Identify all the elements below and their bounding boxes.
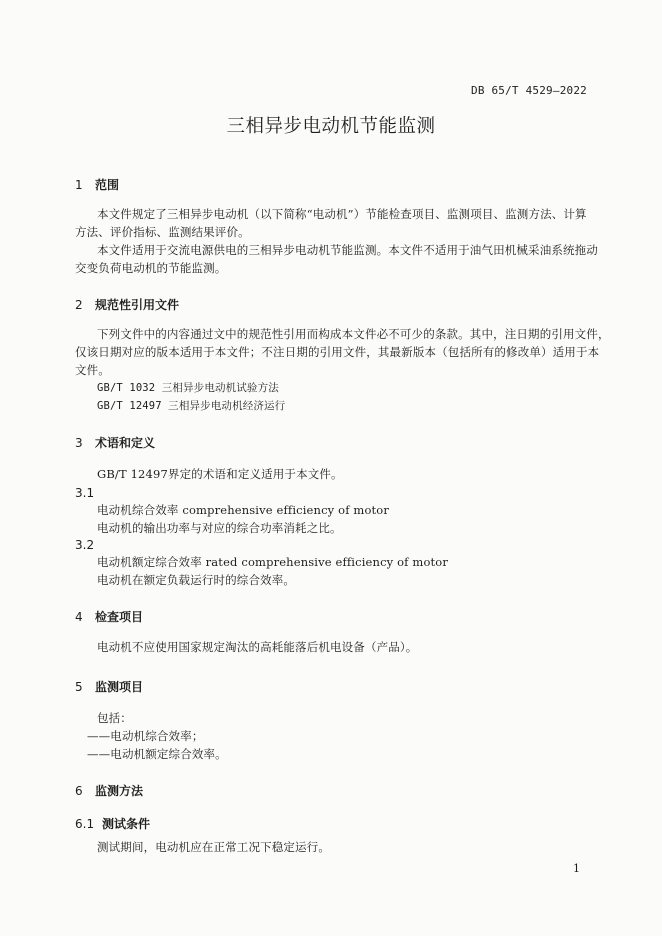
section-1-heading (75, 176, 119, 193)
term-definition: 电动机的输出功率与对应的综合功率消耗之比。 (97, 521, 342, 535)
section-number: 3 (75, 436, 83, 450)
subsection-title: 测试条件 (102, 817, 151, 831)
term-number: 3.1 (75, 486, 95, 500)
paragraph-line: 测试期间，电动机应在正常工况下稳定运行。 (97, 840, 330, 854)
normative-reference: GB/T 1032 三相异步电动机试验方法 (97, 382, 279, 394)
section-5-heading (75, 678, 143, 695)
section-4-heading (75, 608, 143, 625)
list-item: ——电动机综合效率； (87, 729, 204, 743)
page-number: 1 (573, 862, 580, 875)
term-entry: 电动机额定综合效率 rated comprehensive efficiency of motor (97, 555, 449, 569)
section-number: 1 (75, 178, 83, 192)
section-title: 监测方法 (95, 784, 144, 798)
subsection-number: 6.1 (75, 817, 95, 831)
paragraph-line: 方法、评价指标、监测结果评价。 (75, 225, 250, 239)
paragraph-line: 文件。 (75, 363, 110, 377)
term-entry: 电动机综合效率 comprehensive efficiency of motor (97, 503, 390, 517)
section-6-heading (75, 782, 143, 799)
section-title: 监测项目 (95, 680, 144, 694)
section-number: 4 (75, 610, 83, 624)
paragraph-line: 交变负荷电动机的节能监测。 (75, 261, 227, 275)
section-title: 范围 (95, 178, 120, 192)
section-number: 2 (75, 298, 83, 312)
term-definition: 电动机在额定负载运行时的综合效率。 (97, 573, 296, 587)
section-number: 5 (75, 680, 83, 694)
paragraph-line: 本文件规定了三相异步电动机（以下简称“电动机”）节能检查项目、监测项目、监测方法、计算 (97, 207, 587, 221)
standard-number: DB 65/T 4529—2022 (471, 84, 587, 97)
paragraph-line: 仅该日期对应的版本适用于本文件；不注日期的引用文件，其最新版本（包括所有的修改单）适用于本 (75, 345, 600, 359)
normative-reference: GB/T 12497 三相异步电动机经济运行 (97, 400, 286, 412)
section-title: 术语和定义 (95, 436, 156, 450)
list-item: ——电动机额定综合效率。 (87, 747, 227, 761)
paragraph-line: GB/T 12497界定的术语和定义适用于本文件。 (97, 467, 343, 481)
paragraph-line: 包括： (97, 711, 132, 725)
section-number: 6 (75, 784, 83, 798)
term-number: 3.2 (75, 538, 95, 552)
paragraph-line: 本文件适用于交流电源供电的三相异步电动机节能监测。本文件不适用于油气田机械采油系统拖动 (97, 243, 598, 257)
paragraph-line: 下列文件中的内容通过文中的规范性引用而构成本文件必不可少的条款。其中，注日期的引用文件， (97, 327, 610, 341)
section-title: 检查项目 (95, 610, 144, 624)
document-title: 三相异步电动机节能监测 (226, 116, 436, 137)
section-3-heading (75, 434, 155, 451)
section-title: 规范性引用文件 (95, 298, 180, 312)
paragraph-line: 电动机不应使用国家规定淘汰的高耗能落后机电设备（产品）。 (97, 640, 418, 654)
section-2-heading (75, 296, 179, 313)
subsection-6-1-heading (75, 815, 150, 832)
